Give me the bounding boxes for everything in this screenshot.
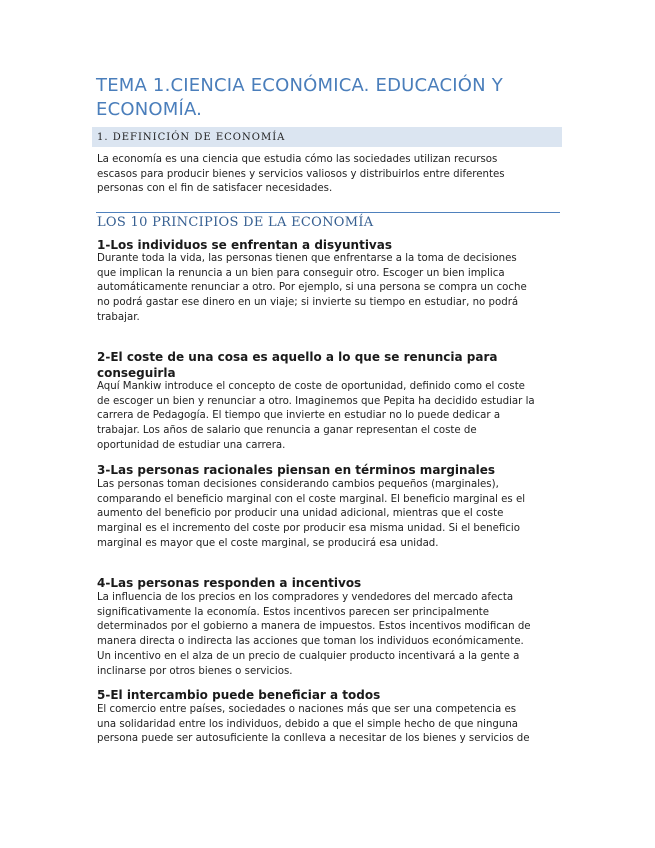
principle-5-title: [97, 687, 380, 703]
text-line: trabajar. Los años de salario que renuncia a ganar representan el coste de: [97, 425, 477, 437]
text-line: una solidaridad entre los individuos, debido a que el simple hecho de que ninguna: [97, 718, 519, 730]
text-line: Un incentivo en el alza de un precio de cualquier producto incentivará a la gente a: [97, 650, 520, 662]
text-line: Aquí Mankiw introduce el concepto de coste de oportunidad, definido como el coste: [97, 381, 525, 392]
text-line: no podrá gastar ese dinero en un viaje; si invierte su tiempo en estudiar, no podrá: [97, 297, 519, 309]
principle-1-title: [97, 237, 392, 253]
document-title: [96, 74, 536, 122]
principles-heading: LOS 10 PRINCIPIOS DE LA ECONOMÍA: [97, 215, 374, 230]
text-line: automáticamente renunciar a otro. Por ejemplo, si una persona se compra un coche: [97, 282, 527, 294]
text-line: que implican la renuncia a un bien para conseguir otro. Escoger un bien implica: [97, 267, 505, 279]
title-line: 1-Los individuos se enfrentan a disyuntivas: [97, 238, 392, 252]
title-line: ECONOMÍA.: [96, 99, 203, 120]
principle-5-text: [97, 703, 563, 747]
text-line: persona puede ser autosuficiente la conlleva a necesitar de los bienes y servicios de: [97, 733, 530, 745]
title-line: 4-Las personas responden a incentivos: [97, 576, 362, 590]
text-line: escasos para producir bienes y servicios valiosos y distribuirlos entre diferentes: [97, 168, 505, 180]
principle-3-title: [97, 462, 495, 478]
text-line: comparando el beneficio marginal con el coste marginal. El beneficio marginal es el: [97, 493, 526, 505]
text-line: La influencia de los precios en los compradores y vendedores del mercado afecta: [97, 592, 514, 603]
definition-paragraph: [97, 153, 563, 197]
text-line: carrera de Pedagogía. El tiempo que invierte en estudiar no lo puede dedicar a: [97, 410, 501, 422]
principle-3-text: [97, 478, 563, 552]
heading-underline: [96, 212, 560, 213]
title-line: 3-Las personas racionales piensan en términos marginales: [97, 463, 496, 477]
text-line: marginal es mayor que el coste marginal, se producirá esa unidad.: [97, 537, 439, 549]
section-heading: 1. DEFINICIÓN DE ECONOMÍA: [97, 132, 286, 143]
text-line: significativamente la economía. Estos incentivos parecen ser principalmente: [97, 606, 490, 618]
principle-4-title: [97, 575, 361, 591]
text-line: Las personas toman decisiones considerando cambios pequeños (marginales),: [97, 479, 499, 490]
title-line: 2-El coste de una cosa es aquello a lo que se renuncia para: [97, 350, 498, 364]
text-line: inclinarse por otros bienes o servicios.: [97, 665, 293, 677]
title-line: 5-El intercambio puede beneficiar a todos: [97, 688, 381, 702]
text-line: determinados por el gobierno a manera de impuestos. Estos incentivos modifican de: [97, 621, 531, 633]
title-line: conseguirla: [97, 366, 176, 380]
principle-1-text: [97, 252, 563, 326]
text-line: trabajar.: [97, 311, 140, 323]
text-line: marginal es el incremento del coste por producir esa misma unidad. Si el beneficio: [97, 523, 520, 535]
principle-4-text: [97, 591, 563, 679]
title-line: TEMA 1.CIENCIA ECONÓMICA. EDUCACIÓN Y: [96, 75, 503, 96]
text-line: Durante toda la vida, las personas tienen que enfrentarse a la toma de decisiones: [97, 253, 517, 264]
text-line: La economía es una ciencia que estudia cómo las sociedades utilizan recursos: [97, 154, 498, 165]
text-line: oportunidad de estudiar una carrera.: [97, 439, 286, 451]
text-line: aumento del beneficio por producir una unidad adicional, mientras que el coste: [97, 508, 504, 520]
principle-2-title: [97, 349, 498, 381]
text-line: de escoger un bien y renunciar a otro. Imaginemos que Pepita ha decidido estudiar la: [97, 395, 535, 407]
text-line: El comercio entre países, sociedades o naciones más que ser una competencia es: [97, 704, 517, 715]
text-line: manera directa o indirecta las acciones que toman los individuos económicamente.: [97, 636, 524, 648]
text-line: personas con el fin de satisfacer necesidades.: [97, 183, 333, 195]
principle-2-text: [97, 380, 563, 454]
